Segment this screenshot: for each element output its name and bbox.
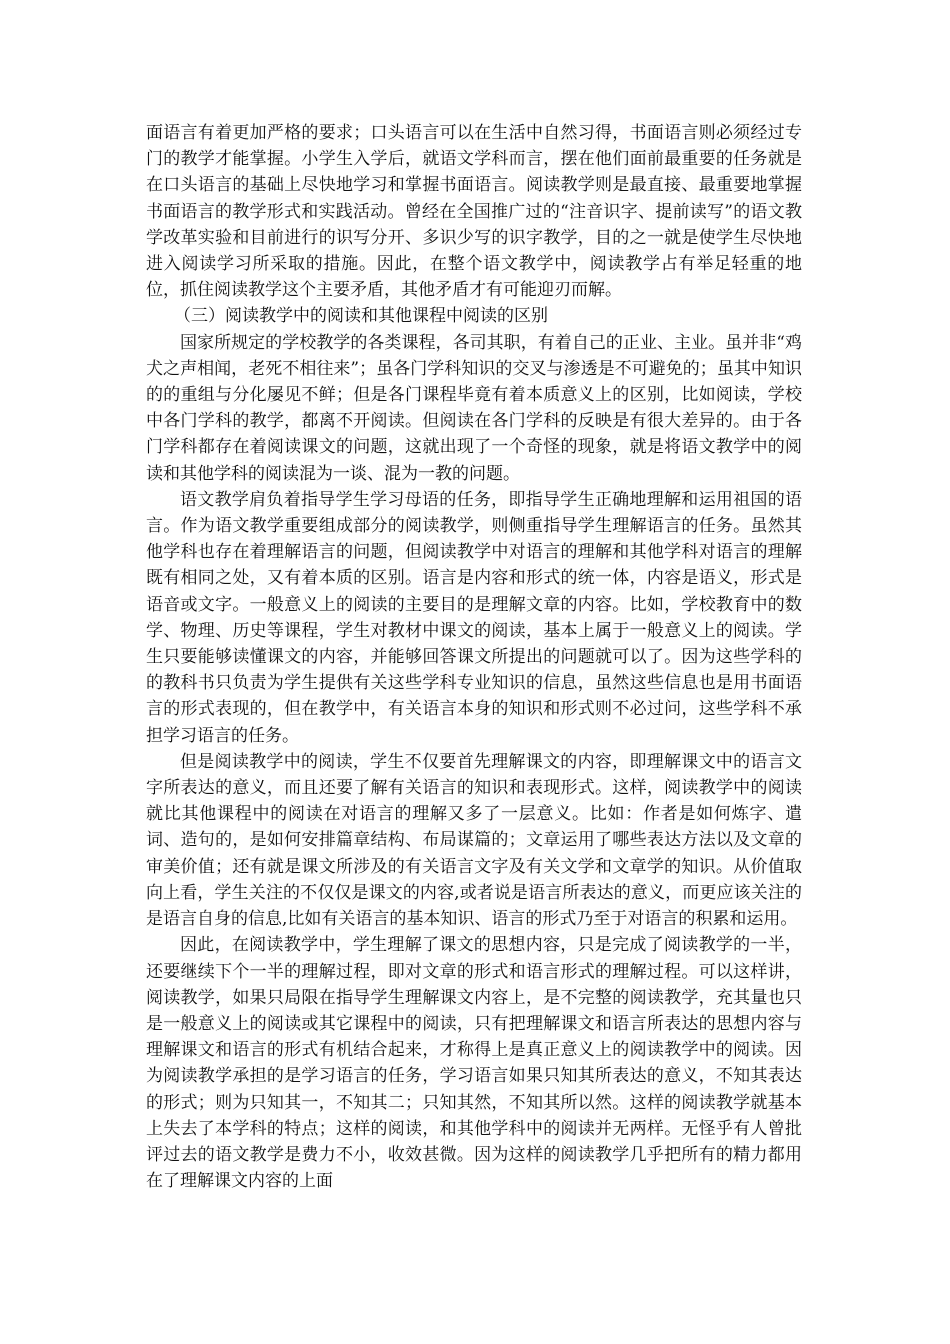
paragraph-continuation: 面语言有着更加严格的要求；口头语言可以在生活中自然习得，书面语言则必须经过专门的教学才能掌握。小学生入学后，就语文学科而言，摆在他们面前最重要的任务就是在口头语言的基础上尽快地学习和掌握书面语言。阅读教学则是最直接、最重要地掌握书面语言的教学形式和实践活动。曾经在全国推广过的“注音识字、提前读写”的语文教学改革实验和目前进行的识写分开、多识少写的识字教学，目的之一就是使学生尽快地进入阅读学习所采取的措施。因此，在整个语文教学中，阅读教学占有举足轻重的地位，抓住阅读教学这个主要矛盾，其他矛盾才有可能迎刃而解。	[146, 123, 802, 301]
paragraph-body: 国家所规定的学校教学的各类课程，各司其职，有着自己的正业、主业。虽并非“鸡犬之声相闻，老死不相往来”；虽各门学科知识的交叉与渗透是不可避免的；虽其中知识的的重组与分化屡见不鲜；但是各门课程毕竟有着本质意义上的区别，比如阅读，学校中各门学科的教学，都离不开阅读。但阅读在各门学科的反映是有很大差异的。由于各门学科都存在着阅读课文的问题，这就出现了一个奇怪的现象，就是将语文教学中的阅读和其他学科的阅读混为一谈、混为一教的问题。	[146, 332, 802, 484]
document-page	[146, 120, 802, 1194]
paragraph-body: 因此，在阅读教学中，学生理解了课文的思想内容，只是完成了阅读教学的一半，还要继续下个一半的理解过程，即对文章的形式和语言形式的理解过程。可以这样讲，阅读教学，如果只局限在指导学生理解课文内容上，是不完整的阅读教学，充其量也只是一般意义上的阅读或其它课程中的阅读，只有把理解课文和语言所表达的思想内容与理解课文和语言的形式有机结合起来，才称得上是真正意义上的阅读教学中的阅读。因为阅读教学承担的是学习语言的任务，学习语言如果只知其所表达的意义，不知其表达的形式；则为只知其一，不知其二；只知其然，不知其所以然。这样的阅读教学就基本上失去了本学科的特点；这样的阅读，和其他学科中的阅读并无两样。无怪乎有人曾批评过去的语文教学是费力不小，收效甚微。因为这样的阅读教学几乎把所有的精力都用在了理解课文内容的上面	[146, 935, 802, 1192]
paragraph-body: 但是阅读教学中的阅读，学生不仅要首先理解课文的内容，即理解课文中的语言文字所表达的意义，而且还要了解有关语言的知识和表现形式。这样，阅读教学中的阅读就比其他课程中的阅读在对语言的理解又多了一层意义。比如：作者是如何炼字、遣词、造句的，是如何安排篇章结构、布局谋篇的；文章运用了哪些表达方法以及文章的审美价值；还有就是课文所涉及的有关语言文字及有关文学和文章学的知识。从价值取向上看，学生关注的不仅仅是课文的内容,或者说是语言所表达的意义，而更应该关注的是语言自身的信息,比如有关语言的基本知识、语言的形式乃至于对语言的积累和运用。	[146, 751, 802, 930]
paragraph-body: 语文教学肩负着指导学生学习母语的任务，即指导学生正确地理解和运用祖国的语言。作为语文教学重要组成部分的阅读教学，则侧重指导学生理解语言的任务。虽然其他学科也存在着理解语言的问题，但阅读教学中对语言的理解和其他学科对语言的理解既有相同之处，又有着本质的区别。语言是内容和形式的统一体，内容是语义，形式是语音或文字。一般意义上的阅读的主要目的是理解文章的内容。比如，学校教育中的数学、物理、历史等课程，学生对教材中课文的阅读，基本上属于一般意义上的阅读。学生只要能够读懂课文的内容，并能够回答课文所提出的问题就可以了。因为这些学科的的教科书只负责为学生提供有关这些学科专业知识的信息，虽然这些信息也是用书面语言的形式表现的，但在教学中，有关语言本身的知识和形式则不必过问，这些学科不承担学习语言的任务。	[146, 489, 802, 746]
section-heading: （三）阅读教学中的阅读和其他课程中阅读的区别	[174, 306, 549, 327]
